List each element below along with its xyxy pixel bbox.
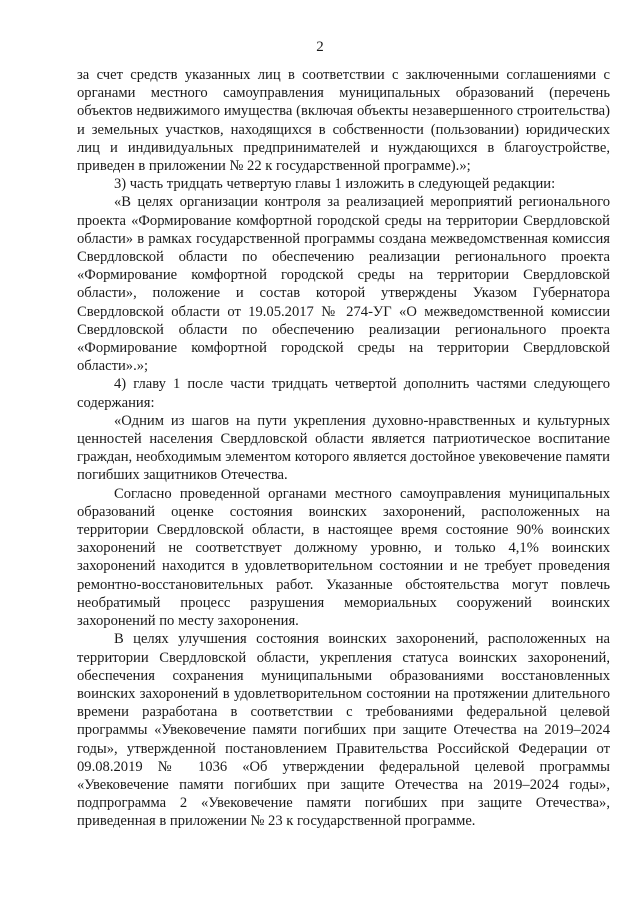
paragraph-program: В целях улучшения состояния воинских захоронений, расположенных на территории Свердловской области, укрепления статуса воинских захоронений, обеспечения сохранения муниципальными образованиями восстановленных воинских захоронений в удовлетворительном состоянии на протяжении длительного времени разработана в соответствии с требованиями федеральной целевой программы «Увековечение памяти погибших при защите Отечества на 2019–2024 годы», утвержденной постановлением Правительства Российской Федерации от 09.08.2019 № 1036 «Об утверждении федеральной целевой программы «Увековечение памяти погибших при защите Отечества на 2019–2024 годы», подпрограмма 2 «Увековечение памяти погибших при защите Отечества», приведенная в приложении № 23 к государственной программе.	[77, 631, 610, 830]
paragraph-item-3: 3) часть тридцать четвертую главы 1 изложить в следующей редакции:	[114, 176, 556, 193]
paragraph-assessment: Согласно проведенной органами местного самоуправления муниципальных образований оценке состояния воинских захоронений, расположенных на территории Свердловской области, в настоящее время состояние 90% воинских захоронений не соответствует должному уровню, и только 4,1% воинских захоронений находится в удовлетворительном состоянии и не требует проведения ремонтно-восстановительных работ. Указанные обстоятельства могут повлечь необратимый процесс разрушения мемориальных сооружений воинских захоронений по месту захоронения.	[77, 485, 610, 630]
page-number: 2	[316, 39, 324, 55]
paragraph-item-4: 4) главу 1 после части тридцать четвертой дополнить частями следующего содержания:	[77, 376, 610, 411]
paragraph-patriotic: «Одним из шагов на пути укрепления духовно-нравственных и культурных ценностей населения Свердловской области является патриотическое воспитание граждан, необходимым элементом которого является достойное увековечение памяти погибших защитников Отечества.	[77, 412, 610, 484]
paragraph-commission: «В целях организации контроля за реализацией мероприятий регионального проекта «Формирование комфортной городской среды на территории Свердловской области» в рамках государственной программы создана межведомственная комиссия Свердловской области по обеспечению реализации регионального проекта «Формирование комфортной городской среды на территории Свердловской области», положение и состав которой утверждены Указом Губернатора Свердловской области от 19.05.2017 № 274-УГ «О межведомственной комиссии Свердловской области по обеспечению реализации регионального проекта «Формирование комфортной городской среды на территории Свердловской области».»;	[77, 194, 610, 375]
paragraph-continuation: за счет средств указанных лиц в соответствии с заключенными соглашениями с органами местного самоуправления муниципальных образований (перечень объектов недвижимого имущества (включая объекты незавершенного строительства) и земельных участков, находящихся в собственности (пользовании) юридических лиц и индивидуальных предпринимателей и нуждающихся в благоустройстве, приведен в приложении № 22 к государственной программе).»;	[77, 67, 610, 175]
document-body	[77, 66, 610, 831]
